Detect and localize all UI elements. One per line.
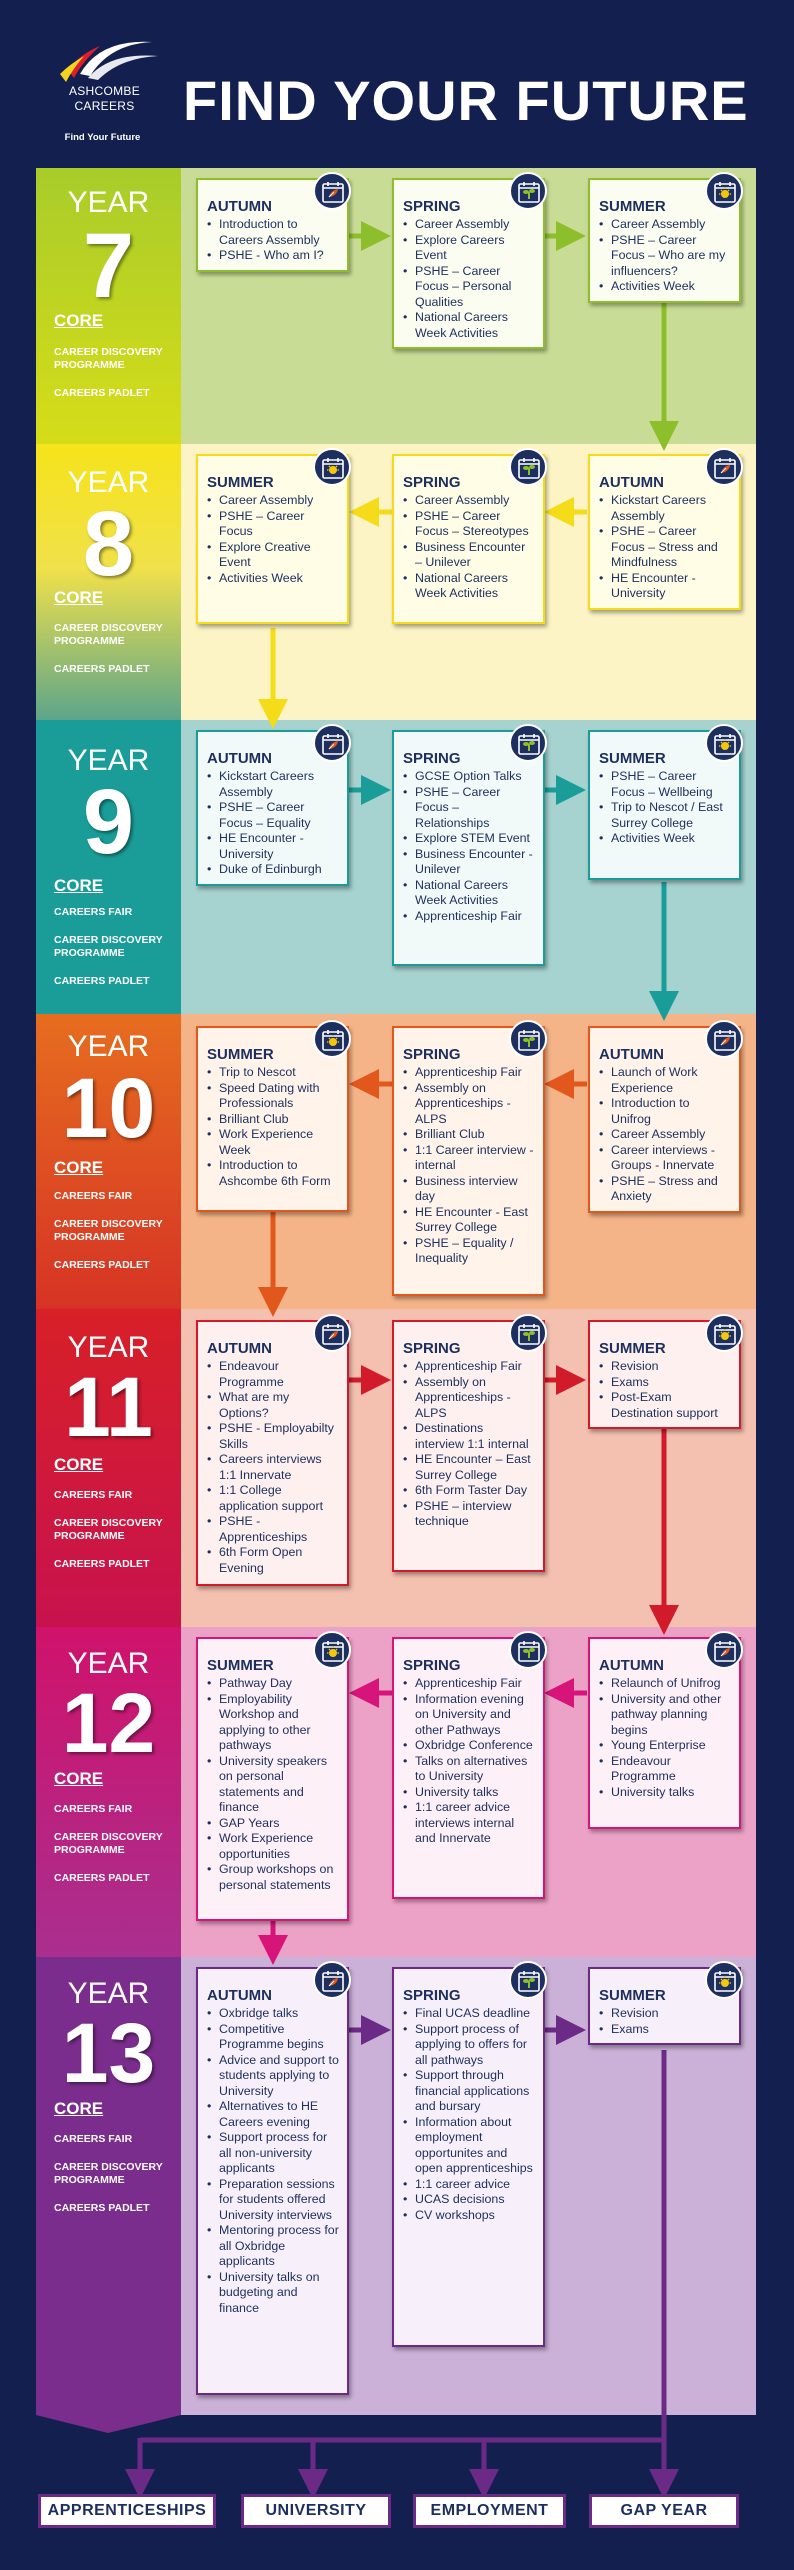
year-13-chevron	[36, 2415, 181, 2435]
activity-item: • Assembly on Apprenticeships - ALPS	[403, 1375, 535, 1422]
activity-item: • Competitive Programme begins	[207, 2022, 339, 2053]
activity-item: • Endeavour Programme	[207, 1359, 339, 1390]
term-title: SPRING	[403, 750, 461, 767]
careers-fair-link[interactable]: CAREERS FAIR	[54, 2133, 133, 2145]
year-9-number: 9	[82, 771, 135, 873]
activity-list	[599, 1676, 731, 1800]
activity-item: • Exams	[599, 1375, 731, 1391]
year-12-core: CORE	[54, 1769, 104, 1788]
year-8-number: 8	[82, 493, 135, 595]
activity-item: • 6th Form Taster Day	[403, 1483, 535, 1499]
activity-item: • PSHE – interview technique	[403, 1499, 535, 1530]
year-11-number: 11	[64, 1360, 153, 1454]
term-calendar-icon	[313, 1961, 351, 1999]
activity-item: • HE Encounter - East Surrey College	[403, 1205, 535, 1236]
activity-item: • HE Encounter - University	[207, 831, 339, 862]
year-10-core: CORE	[54, 1158, 104, 1177]
activity-item: • HE Encounter – East Surrey College	[403, 1452, 535, 1483]
activity-list	[403, 1359, 535, 1530]
term-calendar-icon	[705, 1961, 743, 1999]
activity-item: • National Careers Week Activities	[403, 878, 535, 909]
activity-item: • PSHE - Who am I?	[207, 248, 339, 264]
term-calendar-icon	[705, 172, 743, 210]
activity-item: • National Careers Week Activities	[403, 571, 535, 602]
activity-item: • Group workshops on personal statements	[207, 1862, 339, 1893]
gap-year-outcome[interactable]: GAP YEAR	[589, 2494, 739, 2528]
activity-item: • Young Enterprise	[599, 1738, 731, 1754]
activity-item: • Careers interviews 1:1 Innervate	[207, 1452, 339, 1483]
activity-item: • 1:1 career advice interviews internal and Innervate	[403, 1800, 535, 1847]
activity-item: • PSHE – Career Focus – Who are my influencers?	[599, 233, 731, 280]
activity-item: • University talks on budgeting and finance	[207, 2270, 339, 2317]
activity-item: • Introduction to Unifrog	[599, 1096, 731, 1127]
activity-item: • Explore Creative Event	[207, 540, 339, 571]
activity-list	[403, 493, 535, 602]
activity-item: • Apprenticeship Fair	[403, 909, 535, 925]
activity-item: • HE Encounter - University	[599, 571, 731, 602]
activity-item: • University talks	[403, 1785, 535, 1801]
term-title: SPRING	[403, 1340, 461, 1357]
activity-list	[403, 2006, 535, 2223]
activity-item: • Exams	[599, 2022, 731, 2038]
year-11-core: CORE	[54, 1455, 104, 1474]
term-title: AUTUMN	[207, 198, 272, 215]
term-calendar-icon	[705, 1020, 743, 1058]
term-title: AUTUMN	[599, 1046, 664, 1063]
activity-item: • Support through financial applications and bursary	[403, 2068, 535, 2115]
careers-padlet-link[interactable]: CAREERS PADLET	[54, 663, 150, 675]
year-8-spring-card	[392, 454, 545, 624]
activity-item: • Introduction to Careers Assembly	[207, 217, 339, 248]
career-discovery-link[interactable]: CAREER DISCOVERY PROGRAMME	[54, 1517, 163, 1542]
activity-item: • GAP Years	[207, 1816, 339, 1832]
activity-item: • Alternatives to HE Careers evening	[207, 2099, 339, 2130]
activity-item: • Explore Careers Event	[403, 233, 535, 264]
activity-item: • PSHE – Career Focus – Stress and Mindfulness	[599, 524, 731, 571]
activity-item: • Apprenticeship Fair	[403, 1065, 535, 1081]
term-title: SUMMER	[599, 1340, 666, 1357]
term-title: SUMMER	[599, 198, 666, 215]
activity-item: • Destinations interview 1:1 internal	[403, 1421, 535, 1452]
activity-item: • Revision	[599, 1359, 731, 1375]
year-7-number: 7	[82, 215, 135, 317]
activity-item: • Talks on alternatives to University	[403, 1754, 535, 1785]
activity-item: • Trip to Nescot / East Surrey College	[599, 800, 731, 831]
year-13-autumn-card	[196, 1967, 349, 2395]
activity-item: • Revision	[599, 2006, 731, 2022]
activity-item: • PSHE – Career Focus – Personal Qualities	[403, 264, 535, 311]
activity-item: • Support process for all non-university applicants	[207, 2130, 339, 2177]
year-8-autumn-card	[588, 454, 741, 610]
activity-item: • Career Assembly	[207, 493, 339, 509]
careers-padlet-link[interactable]: CAREERS PADLET	[54, 1558, 150, 1570]
term-calendar-icon	[509, 1961, 547, 1999]
year-8-core: CORE	[54, 588, 104, 607]
activity-item: • Information evening on University and other Pathways	[403, 1692, 535, 1739]
year-12-autumn-card	[588, 1637, 741, 1829]
career-discovery-link[interactable]: CAREER DISCOVERY PROGRAMME	[54, 346, 163, 371]
year-8-label: YEAR	[67, 466, 150, 499]
term-title: SPRING	[403, 1987, 461, 2004]
university-outcome[interactable]: UNIVERSITY	[241, 2494, 391, 2528]
activity-list	[207, 2006, 339, 2316]
careers-padlet-link[interactable]: CAREERS PADLET	[54, 2202, 150, 2214]
year-11-spring-card	[392, 1320, 545, 1572]
term-title: SUMMER	[599, 1987, 666, 2004]
activity-list	[599, 2006, 731, 2037]
activity-item: • Apprenticeship Fair	[403, 1359, 535, 1375]
term-title: SPRING	[403, 474, 461, 491]
activity-item: • Kickstart Careers Assembly	[599, 493, 731, 524]
term-title: AUTUMN	[599, 474, 664, 491]
year-10-label: YEAR	[67, 1030, 150, 1063]
activity-item: • 1:1 Career interview - internal	[403, 1143, 535, 1174]
term-title: SPRING	[403, 198, 461, 215]
activity-item: • Explore STEM Event	[403, 831, 535, 847]
activity-item: • Introduction to Ashcombe 6th Form	[207, 1158, 339, 1189]
activity-item: • PSHE - Apprenticeships	[207, 1514, 339, 1545]
year-7-links	[54, 346, 176, 415]
term-title: SPRING	[403, 1046, 461, 1063]
career-discovery-link[interactable]: CAREER DISCOVERY PROGRAMME	[54, 622, 163, 647]
year-9-spring-card	[392, 730, 545, 966]
activity-list	[599, 769, 731, 847]
activity-item: • Career Assembly	[599, 217, 731, 233]
activity-item: • Career Assembly	[403, 493, 535, 509]
activity-item: • PSHE – Career Focus – Equality	[207, 800, 339, 831]
career-discovery-link[interactable]: CAREER DISCOVERY PROGRAMME	[54, 1831, 163, 1856]
career-discovery-link[interactable]: CAREER DISCOVERY PROGRAMME	[54, 1218, 163, 1243]
term-title: SUMMER	[599, 750, 666, 767]
term-calendar-icon	[313, 724, 351, 762]
activity-list	[599, 1065, 731, 1205]
activity-item: • Relaunch of Unifrog	[599, 1676, 731, 1692]
activity-list	[207, 769, 339, 878]
term-calendar-icon	[509, 1314, 547, 1352]
activity-item: • Activities Week	[207, 571, 339, 587]
activity-item: • PSHE – Career Focus – Relationships	[403, 785, 535, 832]
careers-fair-link[interactable]: CAREERS FAIR	[54, 1803, 133, 1815]
activity-item: • Career Assembly	[599, 1127, 731, 1143]
activity-list	[599, 1359, 731, 1421]
activity-list	[403, 769, 535, 924]
term-calendar-icon	[313, 1314, 351, 1352]
activity-item: • Employability Workshop and applying to other pathways	[207, 1692, 339, 1754]
year-9-autumn-card	[196, 730, 349, 886]
year-12-summer-card	[196, 1637, 349, 1921]
term-calendar-icon	[313, 448, 351, 486]
activity-item: • Post-Exam Destination support	[599, 1390, 731, 1421]
year-7-core: CORE	[54, 311, 104, 330]
activity-item: • Work Experience opportunities	[207, 1831, 339, 1862]
activity-item: • Brilliant Club	[403, 1127, 535, 1143]
year-11-label: YEAR	[67, 1331, 150, 1364]
term-calendar-icon	[705, 1314, 743, 1352]
logo-line-1: ASHCOMBE	[68, 84, 141, 98]
activity-item: • Preparation sessions for students offered University interviews	[207, 2177, 339, 2224]
activity-item: • UCAS decisions	[403, 2192, 535, 2208]
logo-line-2: CAREERS	[74, 99, 135, 113]
activity-item: • Career interviews - Groups - Innervate	[599, 1143, 731, 1174]
year-11-links	[54, 1489, 176, 1586]
year-12-links	[54, 1803, 176, 1900]
activity-item: • Duke of Edinburgh	[207, 862, 339, 878]
career-discovery-link[interactable]: CAREER DISCOVERY PROGRAMME	[54, 2161, 163, 2186]
term-calendar-icon	[509, 724, 547, 762]
activity-item: • CV workshops	[403, 2208, 535, 2224]
career-discovery-link[interactable]: CAREER DISCOVERY PROGRAMME	[54, 934, 163, 959]
careers-fair-link[interactable]: CAREERS FAIR	[54, 1489, 133, 1501]
term-calendar-icon	[705, 448, 743, 486]
year-13-links	[54, 2133, 176, 2230]
activity-item: • Oxbridge Conference	[403, 1738, 535, 1754]
term-title: SUMMER	[207, 474, 274, 491]
careers-padlet-link[interactable]: CAREERS PADLET	[54, 1259, 150, 1271]
year-11-summer-card	[588, 1320, 741, 1429]
activity-list	[207, 1359, 339, 1576]
year-9-core: CORE	[54, 876, 104, 895]
activity-item: • Activities Week	[599, 279, 731, 295]
year-9-label: YEAR	[67, 744, 150, 777]
careers-padlet-link[interactable]: CAREERS PADLET	[54, 1872, 150, 1884]
term-calendar-icon	[509, 172, 547, 210]
year-12-label: YEAR	[67, 1647, 150, 1680]
year-8-summer-card	[196, 454, 349, 624]
year-10-number: 10	[61, 1061, 156, 1155]
year-11-autumn-card	[196, 1320, 349, 1586]
logo-tagline: Find Your Future	[64, 132, 141, 143]
activity-item: • Apprenticeship Fair	[403, 1676, 535, 1692]
activity-item: • Trip to Nescot	[207, 1065, 339, 1081]
year-13-summer-card	[588, 1967, 741, 2045]
careers-fair-link[interactable]: CAREERS FAIR	[54, 906, 133, 918]
apprenticeships-outcome[interactable]: APPRENTICESHIPS	[38, 2494, 216, 2528]
year-10-links	[54, 1190, 176, 1287]
page-header	[0, 0, 794, 160]
activity-item: • Launch of Work Experience	[599, 1065, 731, 1096]
term-calendar-icon	[313, 172, 351, 210]
activity-item: • Work Experience Week	[207, 1127, 339, 1158]
activity-list	[207, 493, 339, 586]
activity-item: • University and other pathway planning begins	[599, 1692, 731, 1739]
activity-item: • Speed Dating with Professionals	[207, 1081, 339, 1112]
activity-item: • Oxbridge talks	[207, 2006, 339, 2022]
activity-item: • Information about employment opportunites and open apprenticeships	[403, 2115, 535, 2177]
term-calendar-icon	[509, 1631, 547, 1669]
term-calendar-icon	[313, 1631, 351, 1669]
activity-item: • Kickstart Careers Assembly	[207, 769, 339, 800]
activity-item: • PSHE – Career Focus – Wellbeing	[599, 769, 731, 800]
activity-item: • Mentoring process for all Oxbridge applicants	[207, 2223, 339, 2270]
year-8-links	[54, 622, 176, 691]
activity-list	[207, 1676, 339, 1893]
activity-item: • GCSE Option Talks	[403, 769, 535, 785]
activity-item: • Business Encounter - Unilever	[403, 847, 535, 878]
year-7-summer-card	[588, 178, 741, 303]
activity-item: • 6th Form Open Evening	[207, 1545, 339, 1576]
term-title: AUTUMN	[207, 750, 272, 767]
activity-list	[403, 1065, 535, 1267]
year-13-label: YEAR	[67, 1977, 150, 2010]
activity-item: • PSHE – Career Focus – Stereotypes	[403, 509, 535, 540]
activity-item: • PSHE – Stress and Anxiety	[599, 1174, 731, 1205]
activity-item: • Brilliant Club	[207, 1112, 339, 1128]
term-calendar-icon	[509, 1020, 547, 1058]
term-calendar-icon	[509, 448, 547, 486]
year-9-links	[54, 906, 176, 1003]
term-title: AUTUMN	[207, 1987, 272, 2004]
year-12-number: 12	[61, 1676, 156, 1770]
term-calendar-icon	[705, 1631, 743, 1669]
activity-item: • Assembly on Apprenticeships - ALPS	[403, 1081, 535, 1128]
term-title: SUMMER	[207, 1657, 274, 1674]
activity-item: • Support process of applying to offers for all pathways	[403, 2022, 535, 2069]
year-13-number: 13	[61, 2006, 156, 2100]
careers-fair-link[interactable]: CAREERS FAIR	[54, 1190, 133, 1202]
term-title: SPRING	[403, 1657, 461, 1674]
year-7-autumn-card	[196, 178, 349, 272]
term-title: AUTUMN	[599, 1657, 664, 1674]
activity-item: • University speakers on personal statements and finance	[207, 1754, 339, 1816]
year-13-spring-card	[392, 1967, 545, 2347]
year-13-core: CORE	[54, 2099, 104, 2118]
activity-item: • Final UCAS deadline	[403, 2006, 535, 2022]
activity-item: • Pathway Day	[207, 1676, 339, 1692]
activity-list	[403, 1676, 535, 1847]
activity-list	[207, 1065, 339, 1189]
activity-item: • University talks	[599, 1785, 731, 1801]
activity-item: • Endeavour Programme	[599, 1754, 731, 1785]
activity-item: • 1:1 career advice	[403, 2177, 535, 2193]
activity-item: • 1:1 College application support	[207, 1483, 339, 1514]
activity-item: • Career Assembly	[403, 217, 535, 233]
activity-list	[599, 493, 731, 602]
activity-item: • Business interview day	[403, 1174, 535, 1205]
activity-item: • PSHE – Career Focus	[207, 509, 339, 540]
activity-item: • Activities Week	[599, 831, 731, 847]
activity-list	[403, 217, 535, 341]
year-12-spring-card	[392, 1637, 545, 1899]
term-title: AUTUMN	[207, 1340, 272, 1357]
activity-item: • PSHE - Employabilty Skills	[207, 1421, 339, 1452]
activity-item: • National Careers Week Activities	[403, 310, 535, 341]
year-7-spring-card	[392, 178, 545, 349]
year-7-label: YEAR	[67, 186, 150, 219]
activity-item: • Advice and support to students applying to University	[207, 2053, 339, 2100]
page-title: FIND YOUR FUTURE	[183, 69, 749, 132]
year-9-summer-card	[588, 730, 741, 880]
year-10-summer-card	[196, 1026, 349, 1212]
careers-padlet-link[interactable]: CAREERS PADLET	[54, 975, 150, 987]
year-10-autumn-card	[588, 1026, 741, 1213]
term-calendar-icon	[313, 1020, 351, 1058]
activity-list	[207, 217, 339, 264]
year-10-spring-card	[392, 1026, 545, 1296]
logo-wordmark	[42, 48, 167, 114]
term-calendar-icon	[705, 724, 743, 762]
term-title: SUMMER	[207, 1046, 274, 1063]
activity-item: • Business Encounter – Unilever	[403, 540, 535, 571]
activity-list	[599, 217, 731, 295]
activity-item: • PSHE – Equality / Inequality	[403, 1236, 535, 1267]
employment-outcome[interactable]: EMPLOYMENT	[413, 2494, 566, 2528]
careers-padlet-link[interactable]: CAREERS PADLET	[54, 387, 150, 399]
activity-item: • What are my Options?	[207, 1390, 339, 1421]
